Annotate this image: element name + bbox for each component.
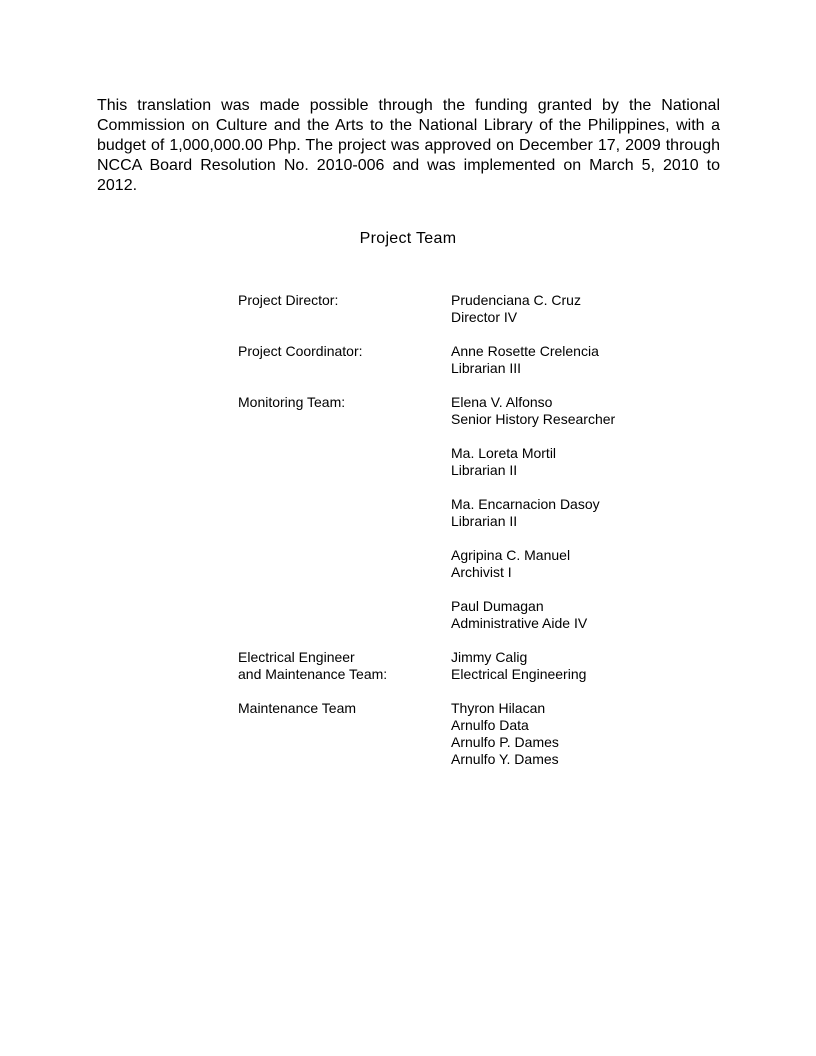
team-member xyxy=(451,445,718,479)
team-member xyxy=(451,649,718,683)
team-role xyxy=(238,700,451,768)
member-detail: Electrical Engineering xyxy=(451,666,587,682)
member-name: Ma. Loreta Mortil xyxy=(451,445,557,461)
team-role-line: Project Coordinator: xyxy=(238,343,363,359)
member-name: Prudenciana C. Cruz xyxy=(451,292,581,308)
team-members xyxy=(451,292,718,326)
member-name: Anne Rosette Crelencia xyxy=(451,343,599,359)
team-member xyxy=(451,598,718,632)
intro-paragraph: This translation was made possible through the funding granted by the National Commission on Culture and the Arts to the National Library of the Philippines, with a budget of 1,000,000.00 Php. The project was approved on December 17, 2009 through NCCA Board Resolution No. 2010-006 and was implemented on March 5, 2010 to 2012. xyxy=(97,97,720,194)
member-name: Jimmy Calig xyxy=(451,649,528,665)
member-detail: Librarian II xyxy=(451,462,518,478)
team-member xyxy=(451,292,718,326)
team-group xyxy=(238,292,718,326)
team-member xyxy=(451,700,718,768)
team-members xyxy=(451,394,718,632)
member-detail: Arnulfo P. Dames xyxy=(451,734,559,750)
member-name: Thyron Hilacan xyxy=(451,700,546,716)
team-role-line: and Maintenance Team: xyxy=(238,666,388,682)
team-role xyxy=(238,343,451,377)
member-detail: Arnulfo Y. Dames xyxy=(451,751,559,767)
team-member xyxy=(451,394,718,428)
member-detail: Director IV xyxy=(451,309,518,325)
member-detail: Administrative Aide IV xyxy=(451,615,588,631)
member-name: Elena V. Alfonso xyxy=(451,394,553,410)
member-name: Ma. Encarnacion Dasoy xyxy=(451,496,600,512)
team-members xyxy=(451,343,718,377)
member-detail: Librarian III xyxy=(451,360,522,376)
member-detail: Senior History Researcher xyxy=(451,411,616,427)
member-name: Paul Dumagan xyxy=(451,598,544,614)
project-team-list xyxy=(238,292,718,785)
team-group xyxy=(238,343,718,377)
team-member xyxy=(451,343,718,377)
member-detail: Archivist I xyxy=(451,564,512,580)
team-group xyxy=(238,394,718,632)
team-role-line: Electrical Engineer xyxy=(238,649,355,665)
team-role-line: Project Director: xyxy=(238,292,339,308)
team-group xyxy=(238,649,718,683)
team-role xyxy=(238,292,451,326)
team-member xyxy=(451,496,718,530)
team-members xyxy=(451,700,718,768)
team-role xyxy=(238,649,451,683)
section-heading: Project Team xyxy=(359,230,457,247)
team-members xyxy=(451,649,718,683)
team-role-line: Maintenance Team xyxy=(238,700,357,716)
member-name: Agripina C. Manuel xyxy=(451,547,571,563)
team-group xyxy=(238,700,718,768)
member-detail: Arnulfo Data xyxy=(451,717,529,733)
team-role-line: Monitoring Team: xyxy=(238,394,346,410)
member-detail: Librarian II xyxy=(451,513,518,529)
team-member xyxy=(451,547,718,581)
team-role xyxy=(238,394,451,632)
